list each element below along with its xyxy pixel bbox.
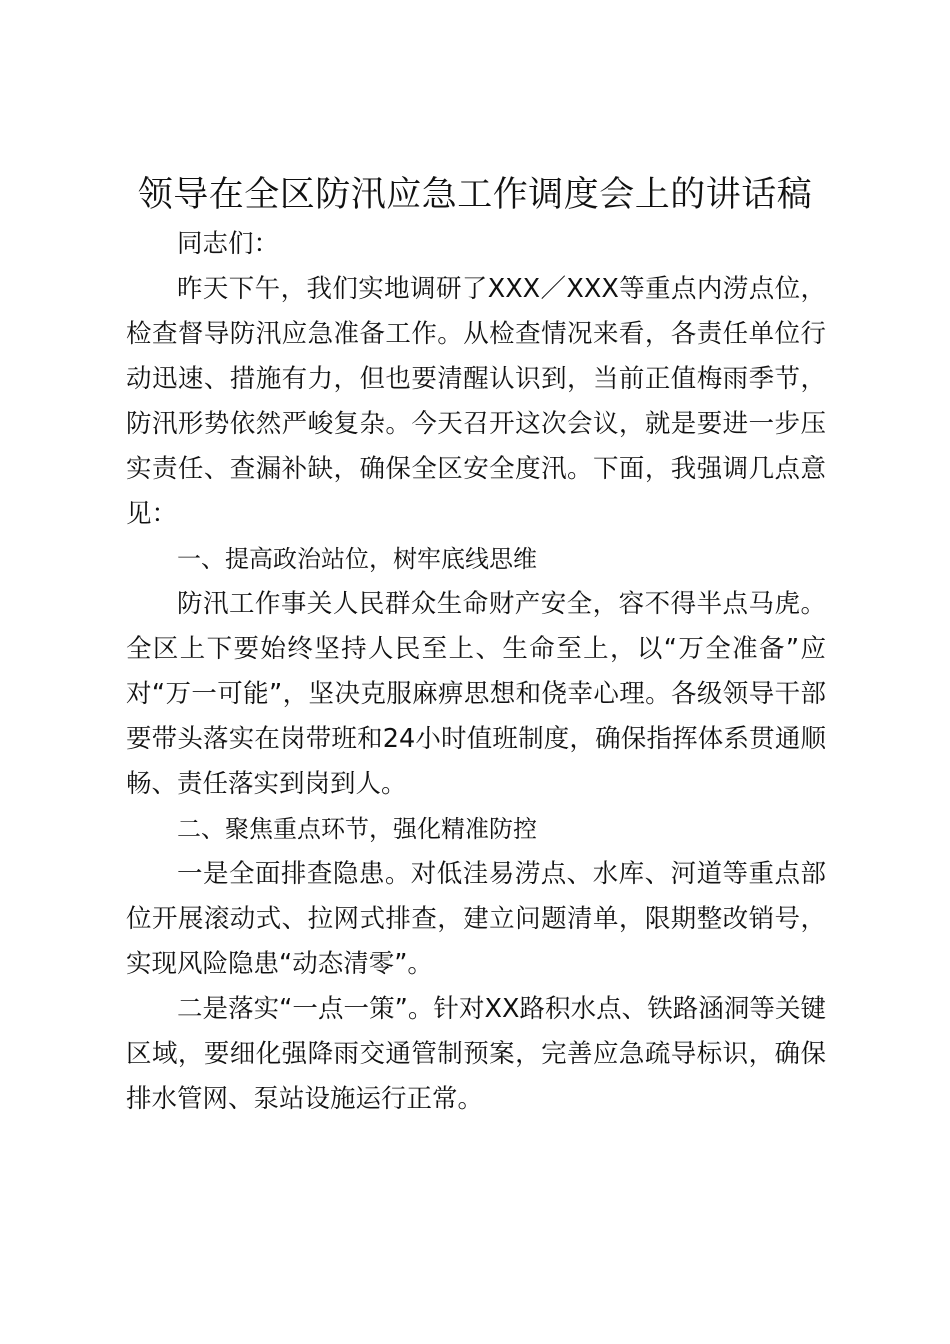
section-2-point-1: 一是全面排查隐患。对低洼易涝点、水库、河道等重点部位开展滚动式、拉网式排查，建立问题清单，限期整改销号，实现风险隐患“动态清零”。: [126, 859, 826, 979]
section-1-paragraph: 防汛工作事关人民群众生命财产安全，容不得半点马虎。全区上下要始终坚持人民至上、生命至上，以“万全准备”应对“万一可能”，坚决克服麻痹思想和侥幸心理。各级领导干部要带头落实在岗带班和24小时值班制度，确保指挥体系贯通顺畅、责任落实到岗到人。: [126, 589, 826, 799]
salutation: 同志们：: [177, 229, 280, 259]
section-2-point-2: 二是落实“一点一策”。针对XX路积水点、铁路涵洞等关键区域，要细化强降雨交通管制预案，完善应急疏导标识，确保排水管网、泵站设施运行正常。: [126, 994, 826, 1114]
section-2-heading: 二、聚焦重点环节，强化精准防控: [177, 815, 537, 843]
document-title: 领导在全区防汛应急工作调度会上的讲话稿: [137, 175, 813, 215]
intro-paragraph: 昨天下午，我们实地调研了XXX／XXX等重点内涝点位，检查督导防汛应急准备工作。从检查情况来看，各责任单位行动迅速、措施有力，但也要清醒认识到，当前正值梅雨季节，防汛形势依然严峻复杂。今天召开这次会议，就是要进一步压实责任、查漏补缺，确保全区安全度汛。下面，我强调几点意见：: [126, 274, 826, 529]
section-1-heading: 一、提高政治站位，树牢底线思维: [177, 545, 537, 573]
document-body: [126, 222, 826, 1122]
